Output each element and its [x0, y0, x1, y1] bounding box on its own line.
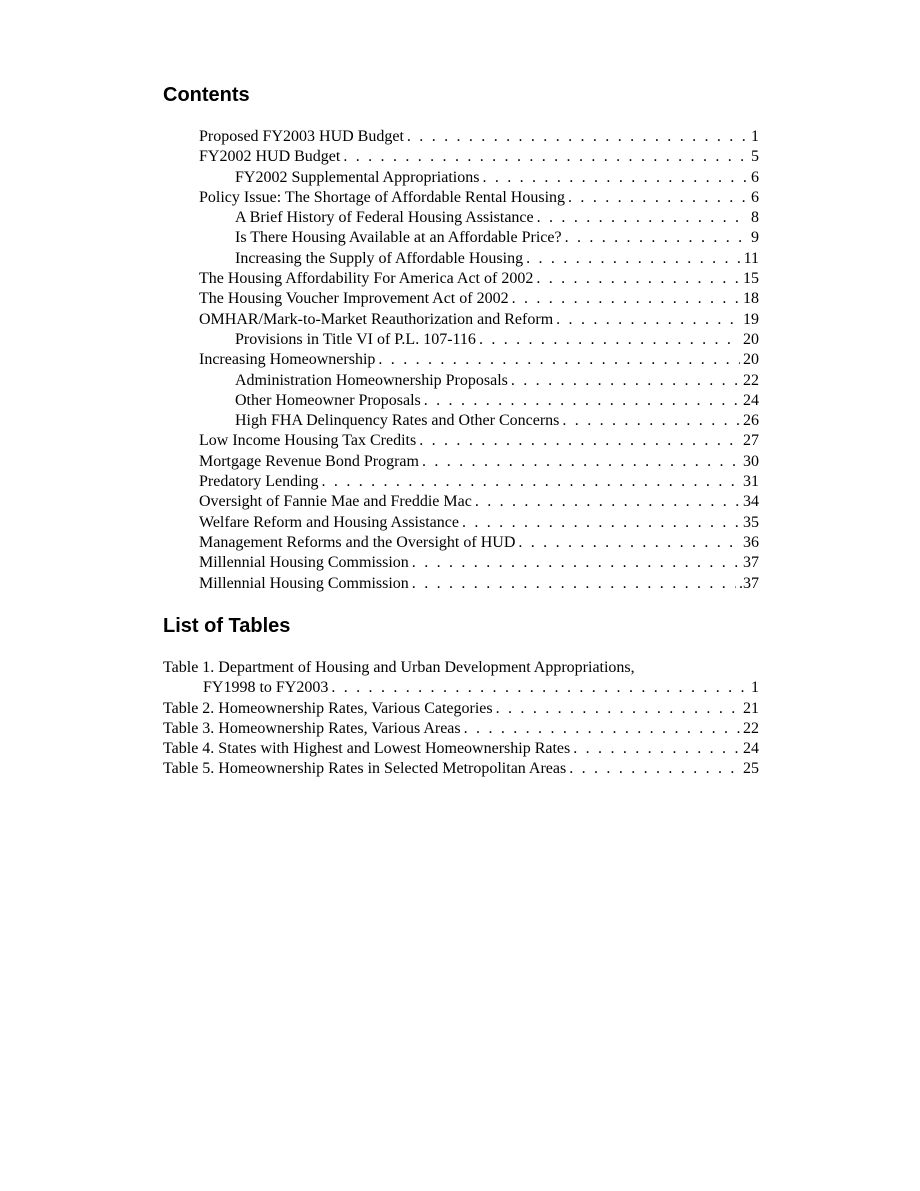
leader-dots [343, 147, 748, 167]
toc-entry-page: 30 [743, 452, 759, 470]
toc-entry-page: 35 [743, 513, 759, 531]
toc-entry[interactable] [199, 147, 759, 167]
toc-entry-title: Proposed FY2003 HUD Budget [199, 128, 404, 145]
toc-entry[interactable] [199, 188, 759, 208]
toc-entry-page: 18 [743, 290, 759, 308]
toc-entry-page: 8 [751, 209, 759, 227]
leader-dots [482, 168, 748, 188]
toc-entry[interactable] [199, 431, 759, 451]
leader-dots [512, 289, 740, 309]
toc-subentry[interactable] [199, 228, 759, 248]
leader-dots [322, 472, 740, 492]
toc-entry-title: Oversight of Fannie Mae and Freddie Mac [199, 493, 472, 511]
toc-entry[interactable] [199, 452, 759, 472]
table-entry-page: 24 [743, 740, 759, 758]
toc-entry[interactable] [199, 513, 759, 533]
toc-subentry[interactable] [199, 391, 759, 411]
leader-dots [424, 391, 740, 411]
toc-entry-page: 11 [743, 249, 759, 267]
toc-entry[interactable] [199, 310, 759, 330]
table-entry-page: 21 [743, 699, 759, 717]
table-entry-continuation[interactable] [163, 678, 759, 698]
toc-entry-page: 20 [743, 330, 759, 348]
toc-entry-title: FY2002 Supplemental Appropriations [235, 168, 480, 186]
toc-entry-title: FY2002 HUD Budget [199, 148, 341, 166]
leader-dots [479, 330, 740, 350]
toc-entry-page: 19 [743, 310, 759, 328]
contents-list [199, 127, 759, 594]
toc-entry-page: 6 [751, 188, 759, 206]
toc-entry-title: Increasing Homeownership [199, 351, 376, 369]
toc-entry-page: 9 [751, 229, 759, 247]
toc-entry[interactable] [199, 289, 759, 309]
table-entry-title: Table 2. Homeownership Rates, Various Categories [163, 699, 493, 717]
table-entry-title: Table 3. Homeownership Rates, Various Areas [163, 719, 461, 737]
table-entry-title-continuation: FY1998 to FY2003 [203, 679, 329, 697]
leader-dots [536, 269, 740, 289]
table-entry-page: 25 [743, 760, 759, 778]
leader-dots [526, 249, 741, 269]
toc-entry[interactable] [199, 533, 759, 553]
leader-dots [407, 127, 748, 147]
toc-entry-title: Low Income Housing Tax Credits [199, 432, 417, 450]
leader-dots [573, 739, 740, 759]
contents-heading: Contents [163, 84, 250, 106]
table-entry[interactable] [163, 658, 759, 678]
leader-dots [537, 208, 748, 228]
list-of-tables-heading: List of Tables [163, 615, 291, 637]
toc-entry-title: Welfare Reform and Housing Assistance [199, 513, 459, 531]
leader-dots [331, 678, 748, 698]
toc-entry-page: 24 [743, 391, 759, 409]
leader-dots [412, 553, 740, 573]
leader-dots [462, 513, 740, 533]
table-entry-page: 22 [743, 719, 759, 737]
table-entry[interactable] [163, 759, 759, 779]
table-entry-title: Table 1. Department of Housing and Urban Development Appropriations, [163, 659, 635, 676]
table-entry-title: Table 4. States with Highest and Lowest Homeownership Rates [163, 740, 571, 758]
toc-entry-page: 5 [751, 148, 759, 166]
toc-entry-page: 15 [743, 270, 759, 288]
toc-entry-title: A Brief History of Federal Housing Assistance [235, 209, 534, 227]
toc-subentry[interactable] [199, 249, 759, 269]
leader-dots [378, 350, 740, 370]
toc-entry-page: 31 [743, 473, 759, 491]
list-of-tables [163, 658, 759, 780]
leader-dots [565, 228, 748, 248]
toc-entry-title: Mortgage Revenue Bond Program [199, 452, 419, 470]
toc-entry-title: Policy Issue: The Shortage of Affordable Rental Housing [199, 188, 566, 206]
toc-entry-title: Provisions in Title VI of P.L. 107-116 [235, 330, 476, 348]
leader-dots [422, 452, 740, 472]
toc-entry-page: 27 [743, 432, 759, 450]
leader-dots [511, 371, 740, 391]
toc-entry-page: 6 [751, 168, 759, 186]
toc-entry-title: Administration Homeownership Proposals [235, 371, 508, 389]
toc-entry-page: .37 [739, 574, 759, 592]
toc-subentry[interactable] [199, 330, 759, 350]
table-entry[interactable] [163, 699, 759, 719]
toc-entry-page: 20 [743, 351, 759, 369]
leader-dots [496, 699, 740, 719]
toc-entry-page: 1 [751, 128, 759, 145]
toc-entry[interactable] [199, 492, 759, 512]
table-entry-title: Table 5. Homeownership Rates in Selected Metropolitan Areas [163, 760, 567, 778]
leader-dots [475, 492, 740, 512]
leader-dots [464, 719, 740, 739]
toc-entry-page: 26 [743, 412, 759, 430]
leader-dots [419, 431, 740, 451]
toc-entry-page: 34 [743, 493, 759, 511]
table-entry[interactable] [163, 719, 759, 739]
toc-entry-title: Other Homeowner Proposals [235, 391, 421, 409]
toc-entry-title: Is There Housing Available at an Affordable Price? [235, 229, 562, 247]
toc-subentry[interactable] [199, 411, 759, 431]
toc-entry-title: Millennial Housing Commission [199, 554, 409, 572]
toc-entry-page: 22 [743, 371, 759, 389]
toc-entry[interactable] [199, 350, 759, 370]
leader-dots [412, 574, 736, 594]
toc-entry[interactable] [199, 553, 759, 573]
leader-dots [518, 533, 740, 553]
leader-dots [569, 759, 740, 779]
toc-entry[interactable] [199, 269, 759, 289]
toc-subentry[interactable] [199, 208, 759, 228]
leader-dots [568, 188, 748, 208]
table-entry[interactable] [163, 739, 759, 759]
toc-entry[interactable] [199, 127, 759, 147]
toc-entry[interactable] [199, 472, 759, 492]
toc-entry-title: Predatory Lending [199, 473, 319, 491]
toc-entry-title: OMHAR/Mark-to-Market Reauthorization and Reform [199, 310, 554, 328]
toc-entry-page: 36 [743, 533, 759, 551]
toc-entry-title: Millennial Housing Commission [199, 574, 409, 592]
toc-subentry[interactable] [199, 168, 759, 188]
toc-entry-title: Management Reforms and the Oversight of HUD [199, 533, 516, 551]
leader-dots [556, 310, 740, 330]
toc-entry-title: The Housing Voucher Improvement Act of 2002 [199, 290, 509, 308]
toc-entry-page: 37 [743, 554, 759, 572]
toc-entry-title: High FHA Delinquency Rates and Other Concerns [235, 412, 560, 430]
table-entry-page: 1 [751, 679, 759, 697]
leader-dots [562, 411, 740, 431]
toc-entry-title: Increasing the Supply of Affordable Housing [235, 249, 524, 267]
toc-subentry[interactable] [199, 371, 759, 391]
toc-entry[interactable] [199, 574, 759, 594]
toc-entry-title: The Housing Affordability For America Act of 2002 [199, 270, 534, 288]
